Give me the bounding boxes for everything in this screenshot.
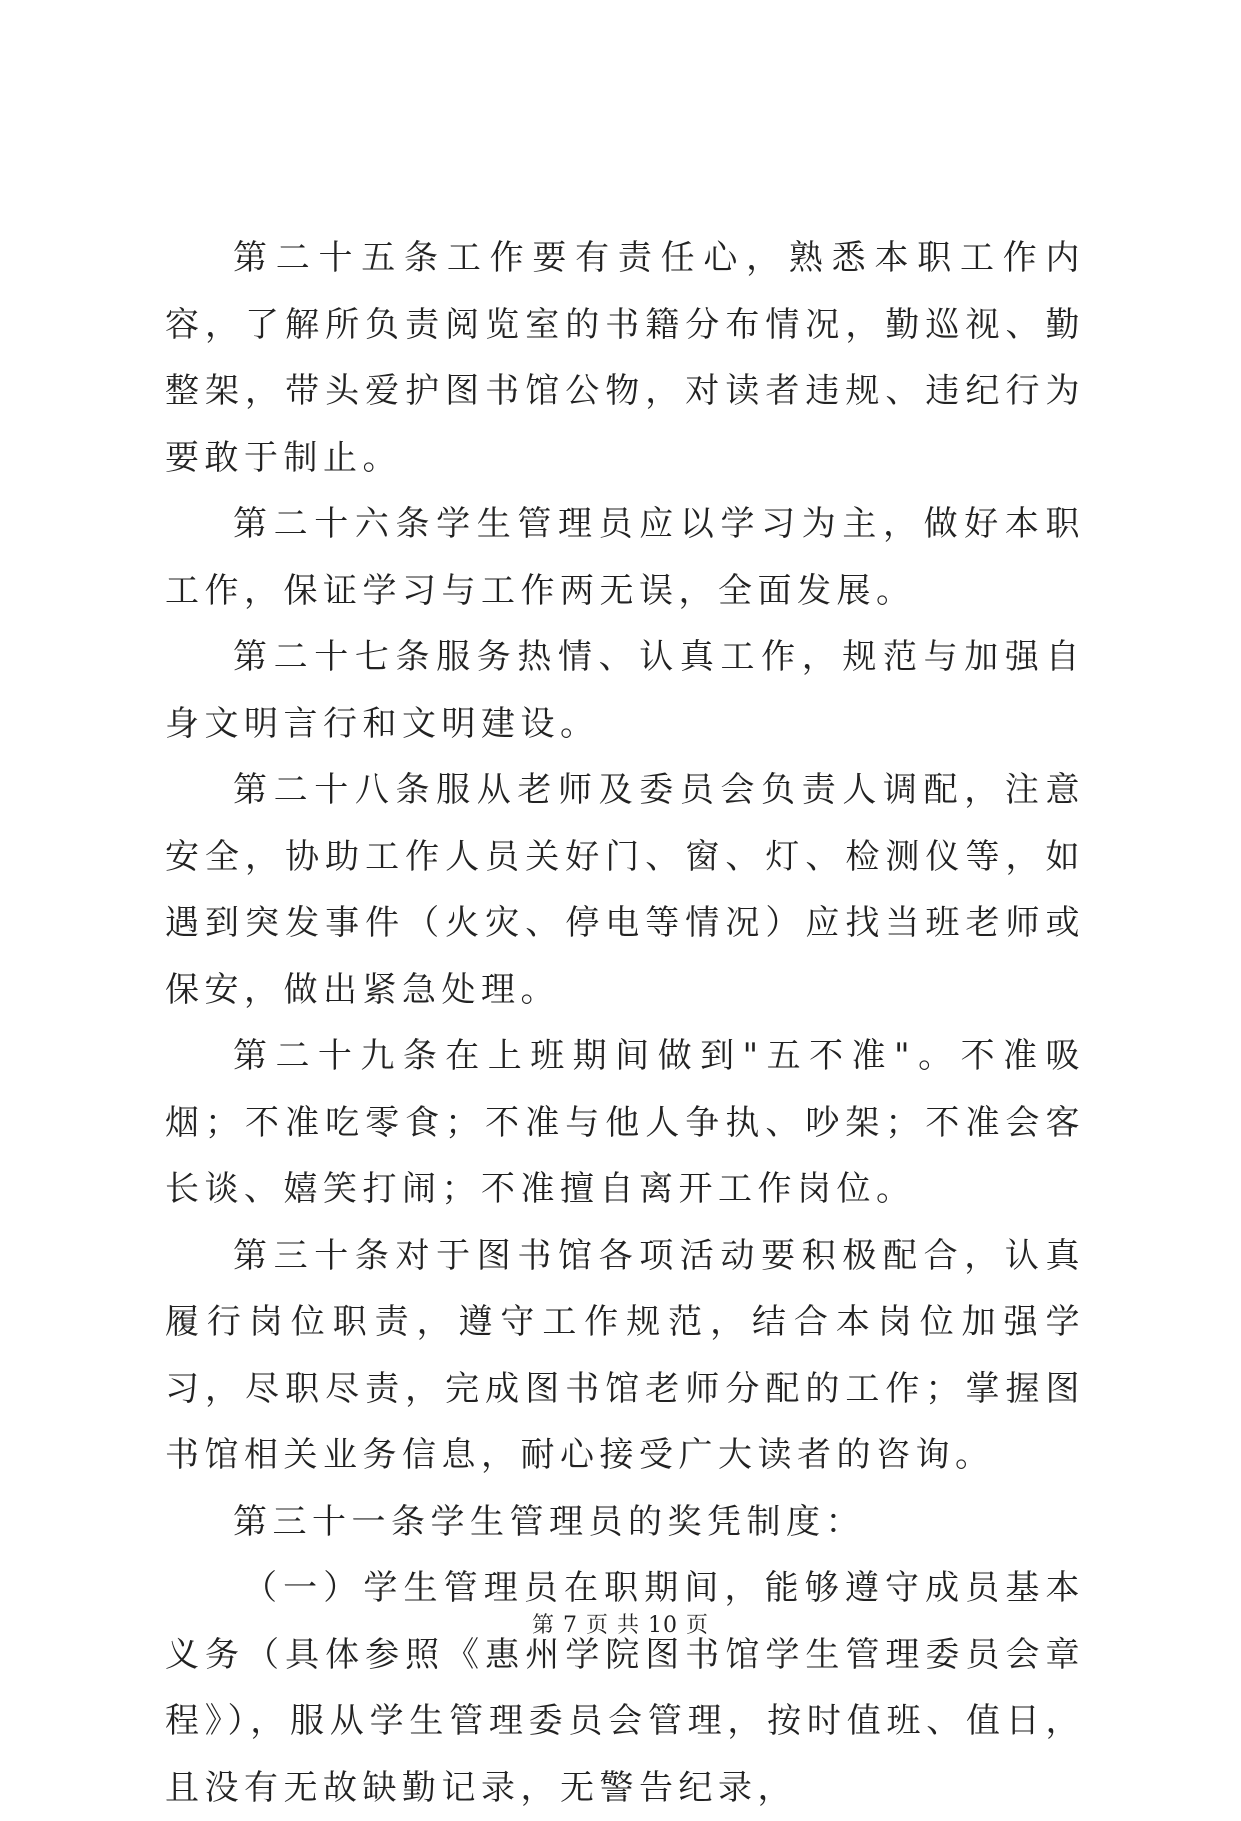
paragraph-article-28: 第二十八条服从老师及委员会负责人调配，注意安全，协助工作人员关好门、窗、灯、检测仪等，如遇到突发事件（火灾、停电等情况）应找当班老师或保安，做出紧急处理。: [165, 770, 1085, 1010]
paragraph-article-25: 第二十五条工作要有责任心，熟悉本职工作内容，了解所负责阅览室的书籍分布情况，勤巡视、勤整架，带头爱护图书馆公物，对读者违规、违纪行为要敢于制止。: [165, 238, 1085, 478]
paragraph-article-26: 第二十六条学生管理员应以学习为主，做好本职工作，保证学习与工作两无误，全面发展。: [165, 504, 1085, 611]
paragraph-article-31: 第三十一条学生管理员的奖凭制度：: [233, 1501, 865, 1542]
page-number-footer: 第 7 页 共 10 页: [532, 1613, 709, 1638]
paragraph-article-31-item-1: （一）学生管理员在职期间，能够遵守成员基本义务（具体参照《惠州学院图书馆学生管理委员会章程》），服从学生管理委员会管理，按时值班、值日，且没有无故缺勤记录，无警告纪录，: [165, 1568, 1085, 1808]
paragraph-article-29: 第二十九条在上班期间做到"五不准"。不准吸烟；不准吃零食；不准与他人争执、吵架；不准会客长谈、嬉笑打闹；不准擅自离开工作岗位。: [165, 1036, 1085, 1209]
document-body: [165, 225, 1085, 1821]
paragraph-article-30: 第三十条对于图书馆各项活动要积极配合，认真履行岗位职责，遵守工作规范，结合本岗位加强学习，尽职尽责，完成图书馆老师分配的工作；掌握图书馆相关业务信息，耐心接受广大读者的咨询。: [165, 1235, 1085, 1475]
paragraph-article-27: 第二十七条服务热情、认真工作，规范与加强自身文明言行和文明建设。: [165, 637, 1085, 744]
